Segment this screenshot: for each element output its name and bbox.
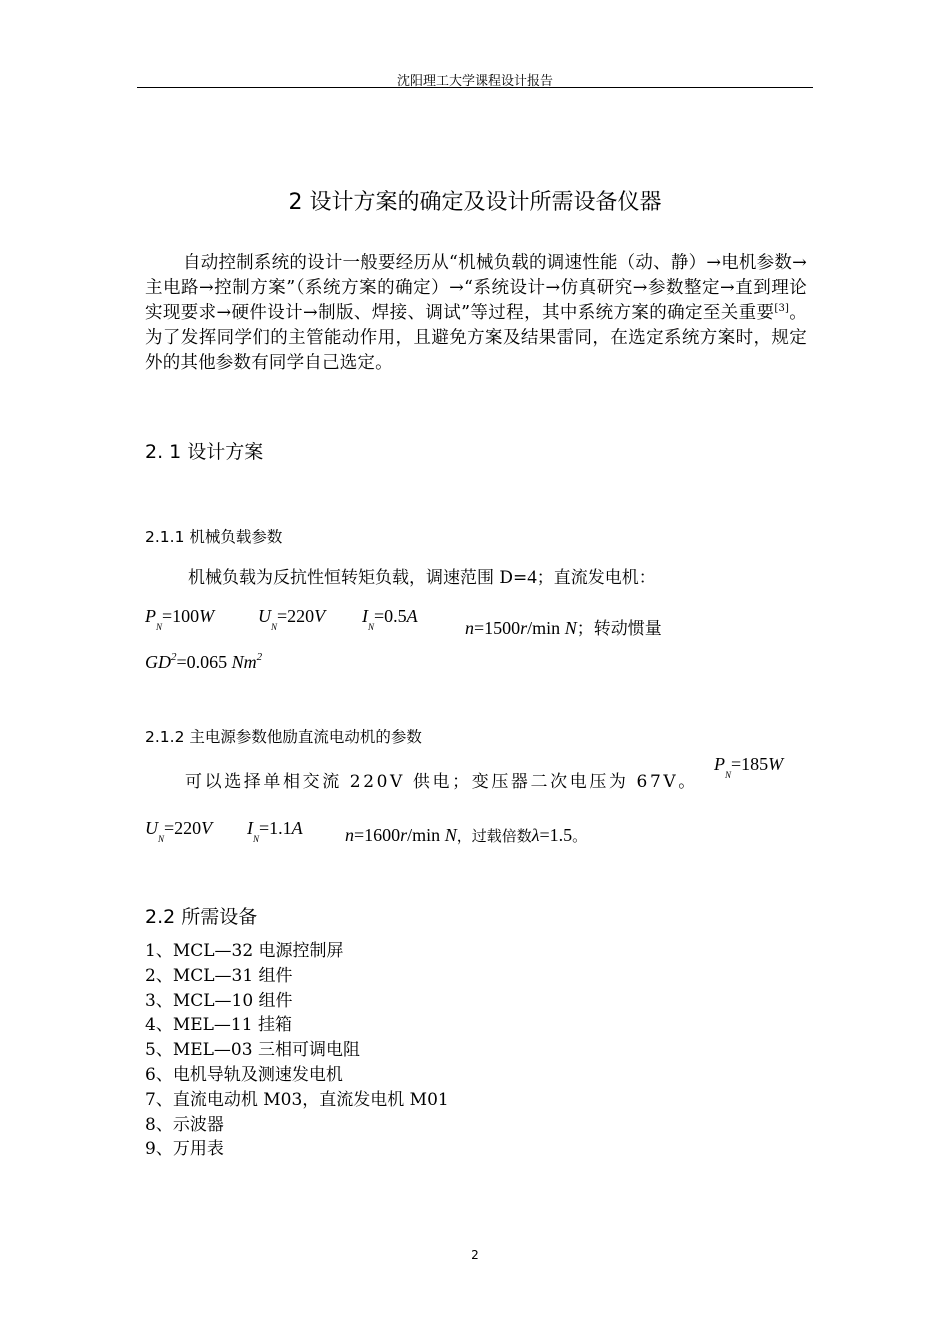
gd-value: =0.065 [176, 652, 228, 672]
intro-text-after: 。为了发挥同学们的主管能动作用，且避免方案及结果雷同，在选定系统方案时，规定外的其他参数有同学自己选定。 [145, 303, 807, 373]
pn-unit: W [199, 606, 215, 626]
page-header: 沈阳理工大学课程设计报告 [396, 74, 553, 89]
pn-formula-1 [145, 606, 215, 632]
n-unit: r [520, 618, 528, 638]
list-item: 8、示波器 [145, 1114, 224, 1135]
n2-unit2: N [444, 825, 457, 845]
section-2-1-title: 2. 1 设计方案 [145, 441, 264, 463]
un-formula-1 [258, 606, 326, 632]
un-formula-2 [145, 818, 213, 844]
in-value: =0.5 [374, 606, 407, 626]
un-value: =220 [277, 606, 315, 626]
n-unit2: N [564, 618, 577, 638]
n2-unit-rest: /min [407, 825, 441, 845]
n2-symbol: n [345, 825, 354, 845]
pn-sub: N [156, 622, 163, 632]
in-sub: N [368, 622, 375, 632]
n2-value: =1600 [354, 825, 401, 845]
section-2-2-title: 2.2 所需设备 [145, 906, 258, 928]
overload-label: ，过载倍数 [456, 827, 532, 845]
load-desc [188, 563, 656, 589]
power-desc: 可以选择单相交流 220V 供电；变压器二次电压为 67V。 [185, 772, 698, 792]
section-2-1-1-title: 2.1.1 机械负载参数 [145, 528, 283, 546]
in2-unit: A [291, 818, 303, 838]
lambda-value: =1.5 [539, 825, 573, 845]
page-number: 2 [471, 1248, 479, 1262]
in-symbol: I [362, 606, 368, 626]
section-2-1-2-title: 2.1.2 主电源参数他励直流电动机的参数 [145, 728, 422, 746]
intro-text: 自动控制系统的设计一般要经历从“机械负载的调速性能（动、静）→电机参数→主电路→控制方案”（系统方案的确定）→“系统设计→仿真研究→参数整定→直到理论实现要求→硬件设计→制版、焊接、调试”等过程，其中系统方案的确定至关重要 [145, 253, 807, 323]
chapter-title: 2 设计方案的确定及设计所需设备仪器 [288, 190, 662, 215]
intro-paragraph [145, 251, 807, 376]
list-item: 5、MEL—03 三相可调电阻 [145, 1040, 360, 1061]
speed-range-value: 4 [527, 567, 537, 588]
list-item: 3、MCL—10 组件 [145, 990, 293, 1011]
gd-unit: Nm [231, 652, 257, 672]
equipment-list [145, 939, 449, 1162]
n-unit-rest: /min [527, 618, 561, 638]
pn-symbol: P [145, 606, 156, 626]
list-item: 6、电机导轨及测速发电机 [145, 1064, 343, 1085]
list-item: 2、MCL—31 组件 [145, 965, 293, 986]
un2-value: =220 [164, 818, 202, 838]
in2-symbol: I [247, 818, 253, 838]
pn2-symbol: P [714, 754, 725, 774]
in2-sub: N [253, 834, 260, 844]
gd-symbol: GD [145, 652, 171, 672]
lambda-symbol: λ [531, 825, 540, 845]
n2-unit: r [400, 825, 408, 845]
load-desc-text: 机械负载为反抗性恒转矩负载，调速范围 D= [188, 568, 528, 588]
list-item: 1、MCL—32 电源控制屏 [145, 941, 344, 961]
un-unit: V [314, 606, 326, 626]
list-item: 4、MEL—11 挂箱 [145, 1015, 292, 1036]
n-symbol: n [465, 618, 474, 638]
un2-symbol: U [145, 818, 158, 838]
in-unit: A [406, 606, 418, 626]
gd-unit-exp: 2 [256, 651, 263, 663]
pn-formula-2 [714, 754, 784, 780]
list-item: 9、万用表 [145, 1139, 224, 1160]
pn2-sub: N [725, 770, 732, 780]
in-formula-2 [247, 818, 303, 844]
gd-formula [145, 652, 262, 673]
inertia-label: ；转动惯量 [576, 619, 662, 639]
n-formula-1 [465, 614, 662, 639]
n-formula-2 [345, 825, 587, 846]
pn-value: =100 [162, 606, 200, 626]
pn2-unit: W [768, 754, 784, 774]
un-symbol: U [258, 606, 271, 626]
formula-end: 。 [572, 827, 588, 845]
citation: [3] [774, 303, 790, 315]
in-formula-1 [362, 606, 418, 632]
un-sub: N [271, 622, 278, 632]
un2-unit: V [201, 818, 213, 838]
pn2-value: =185 [731, 754, 769, 774]
in2-value: =1.1 [259, 818, 292, 838]
header-rule [137, 87, 813, 88]
gd-exp: 2 [171, 651, 177, 663]
n-value: =1500 [474, 618, 521, 638]
un2-sub: N [158, 834, 165, 844]
list-item: 7、直流电动机 M03，直流发电机 M01 [145, 1089, 449, 1110]
load-desc-after: ；直流发电机： [536, 568, 656, 588]
